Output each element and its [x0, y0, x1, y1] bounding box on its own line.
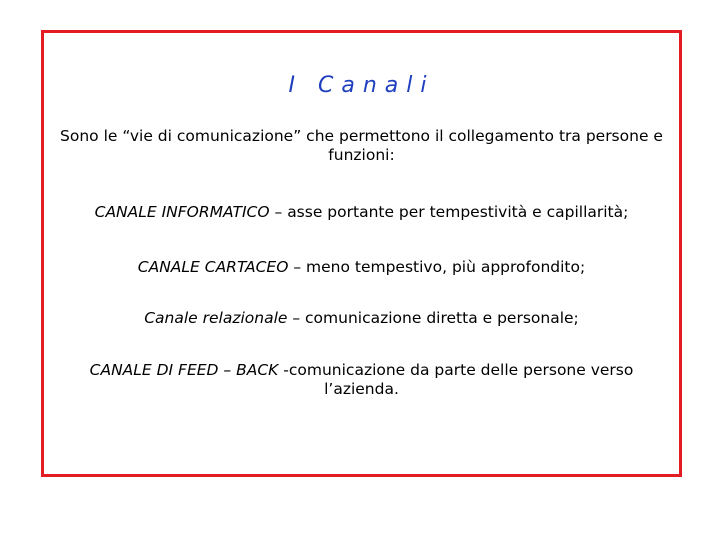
- channel-name: CANALE CARTACEO: [137, 258, 289, 276]
- channel-informatico: [44, 203, 679, 222]
- channel-name: Canale relazionale: [144, 309, 288, 327]
- channel-separator: –: [269, 203, 288, 221]
- slide-frame: [41, 30, 682, 477]
- channel-separator: –: [288, 258, 307, 276]
- channel-description: meno tempestivo, più approfondito;: [306, 258, 586, 276]
- channel-name: CANALE DI FEED – BACK: [89, 361, 279, 379]
- intro-text: Sono le “vie di comunicazione” che permettono il collegamento tra persone e funzioni:: [60, 127, 663, 164]
- channel-description: comunicazione diretta e personale;: [305, 309, 579, 327]
- channel-relazionale: [44, 309, 679, 328]
- channel-feedback: [44, 361, 679, 399]
- slide-title: I Canali: [288, 73, 435, 98]
- channel-name: CANALE INFORMATICO: [94, 203, 270, 221]
- channel-description: comunicazione da parte delle persone verso l’azienda.: [288, 361, 634, 398]
- channel-separator: -: [278, 361, 289, 379]
- channel-separator: –: [287, 309, 306, 327]
- channel-cartaceo: [44, 258, 679, 277]
- channel-description: asse portante per tempestività e capillarità;: [287, 203, 629, 221]
